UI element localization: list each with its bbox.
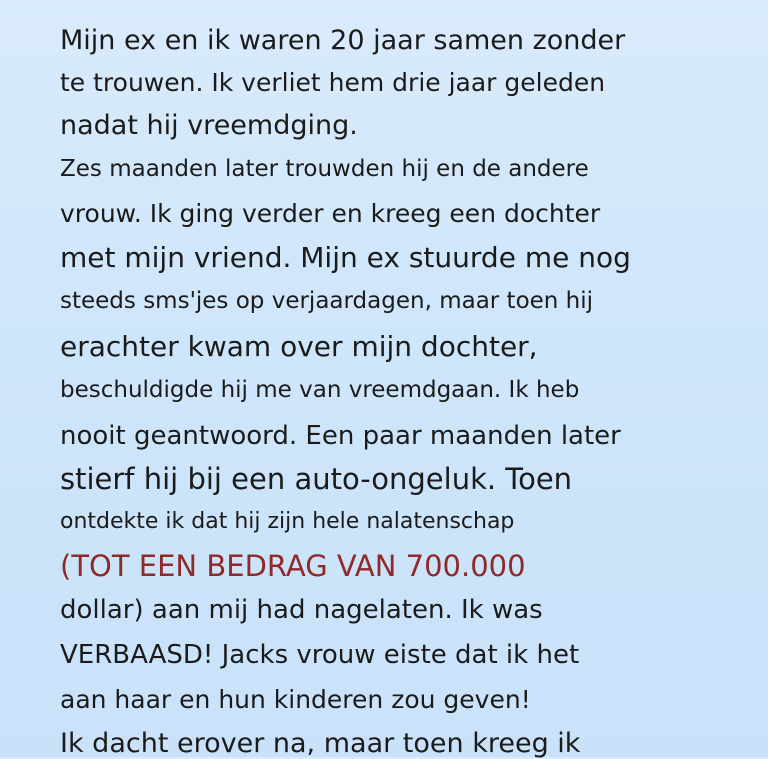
story-line-16: aan haar en hun kinderen zou geven! [60, 685, 531, 714]
story-line-9: beschuldigde hij me van vreemdgaan. Ik heb [60, 377, 580, 403]
story-line-15: VERBAASD! Jacks vrouw eiste dat ik het [60, 640, 580, 670]
story-line-8: erachter kwam over mijn dochter, [60, 330, 538, 363]
story-line-12: ontdekte ik dat hij zijn hele nalatenschap [60, 509, 515, 534]
story-line-13-highlight: (TOT EEN BEDRAG VAN 700.000 [60, 549, 526, 583]
story-line-6: met mijn vriend. Mijn ex stuurde me nog [60, 241, 631, 274]
story-line-5: vrouw. Ik ging verder en kreeg een dochter [60, 199, 601, 228]
story-line-1: Mijn ex en ik waren 20 jaar samen zonder [60, 25, 626, 56]
story-line-10: nooit geantwoord. Een paar maanden later [60, 421, 621, 451]
story-line-2: te trouwen. Ik verliet hem drie jaar geleden [60, 68, 606, 97]
story-line-14: dollar) aan mij had nagelaten. Ik was [60, 595, 543, 625]
story-line-17: Ik dacht erover na, maar toen kreeg ik [60, 728, 581, 759]
story-line-4: Zes maanden later trouwden hij en de andere [60, 156, 589, 182]
story-line-11: stierf hij bij een auto-ongeluk. Toen [60, 462, 573, 496]
story-line-7: steeds sms'jes op verjaardagen, maar toen hij [60, 288, 594, 314]
story-line-3: nadat hij vreemdging. [60, 110, 358, 141]
